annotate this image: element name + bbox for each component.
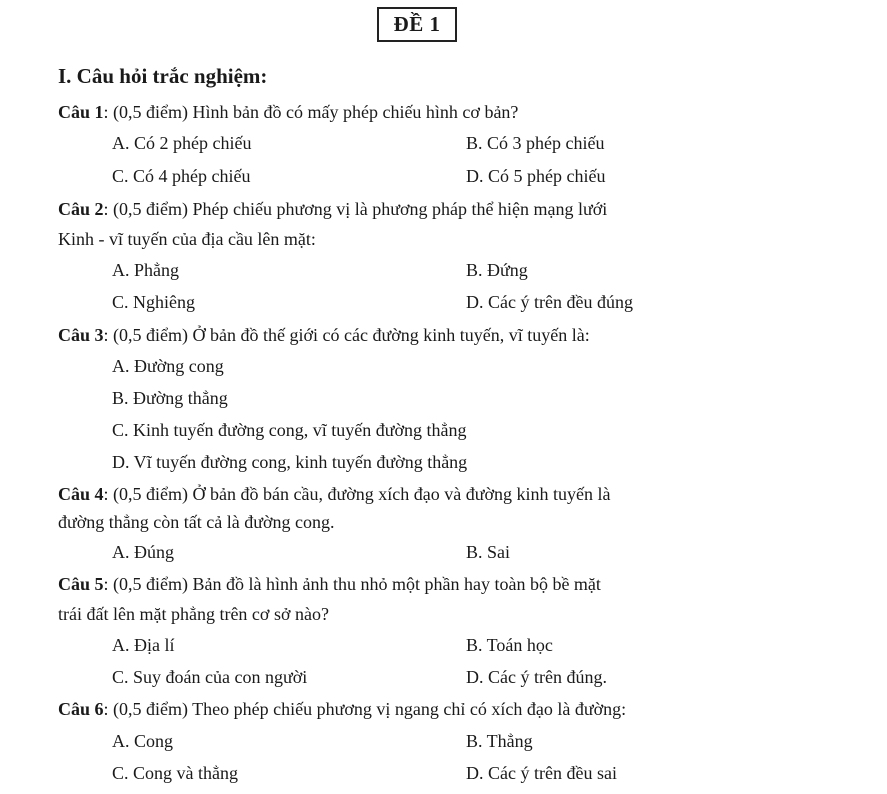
question-6-label: Câu 6 [58, 699, 104, 719]
question-5-line-2: trái đất lên mặt phẳng trên cơ sở nào? [58, 604, 329, 624]
question-5-option-a: A. Địa lí [112, 635, 175, 655]
question-4-option-b: B. Sai [466, 542, 511, 562]
question-3-option-b: B. Đường thẳng [112, 388, 228, 408]
question-6-option-b: B. Thẳng [466, 731, 533, 751]
question-5-text: : (0,5 điểm) Bản đồ là hình ảnh thu nhỏ một phần hay toàn bộ bề mặt [103, 574, 601, 594]
question-4-label: Câu 4 [58, 484, 104, 504]
question-6-option-d: D. Các ý trên đều sai [466, 763, 617, 783]
question-2-line-1 [58, 197, 607, 221]
question-1-line-1 [58, 100, 518, 124]
question-1-label: Câu 1 [58, 102, 104, 122]
question-6-line-1 [58, 697, 626, 721]
question-3-label: Câu 3 [58, 325, 104, 345]
question-6-text: : (0,5 điểm) Theo phép chiếu phương vị ngang chỉ có xích đạo là đường: [103, 699, 627, 719]
question-5-line-1 [58, 572, 601, 596]
question-5-option-d: D. Các ý trên đúng. [466, 667, 607, 687]
question-3-option-d: D. Vĩ tuyến đường cong, kinh tuyến đường thẳng [112, 452, 468, 472]
question-2-text: : (0,5 điểm) Phép chiếu phương vị là phương pháp thể hiện mạng lưới [103, 199, 608, 219]
question-1-option-c: C. Có 4 phép chiếu [112, 166, 251, 186]
exam-title: ĐỀ 1 [377, 7, 457, 42]
question-1-text: : (0,5 điểm) Hình bản đồ có mấy phép chiếu hình cơ bản? [103, 102, 519, 122]
question-3-option-c: C. Kinh tuyến đường cong, vĩ tuyến đường thẳng [112, 420, 467, 440]
question-1-option-a: A. Có 2 phép chiếu [112, 133, 252, 153]
question-5-option-b: B. Toán học [466, 635, 553, 655]
question-3-option-a: A. Đường cong [112, 356, 224, 376]
question-2-label: Câu 2 [58, 199, 104, 219]
question-4-line-2: đường thẳng còn tất cả là đường cong. [58, 512, 335, 532]
question-3-text: : (0,5 điểm) Ở bản đồ thế giới có các đường kinh tuyến, vĩ tuyến là: [103, 325, 590, 345]
section-heading: I. Câu hỏi trắc nghiệm: [58, 64, 268, 88]
question-6-option-a: A. Cong [112, 731, 174, 751]
question-1-option-d: D. Có 5 phép chiếu [466, 166, 606, 186]
question-2-line-2: Kinh - vĩ tuyến của địa cầu lên mặt: [58, 229, 316, 249]
question-4-line-1 [58, 482, 610, 506]
question-2-option-d: D. Các ý trên đều đúng [466, 292, 633, 312]
question-3-line-1 [58, 323, 590, 347]
question-6-option-c: C. Cong và thẳng [112, 763, 238, 783]
question-5-label: Câu 5 [58, 574, 104, 594]
question-2-option-a: A. Phẳng [112, 260, 179, 280]
question-4-text: : (0,5 điểm) Ở bản đồ bán cầu, đường xích đạo và đường kinh tuyến là [103, 484, 611, 504]
question-5-option-c: C. Suy đoán của con người [112, 667, 308, 687]
question-1-option-b: B. Có 3 phép chiếu [466, 133, 605, 153]
question-2-option-b: B. Đứng [466, 260, 528, 280]
question-4-option-a: A. Đúng [112, 542, 174, 562]
question-2-option-c: C. Nghiêng [112, 292, 195, 312]
